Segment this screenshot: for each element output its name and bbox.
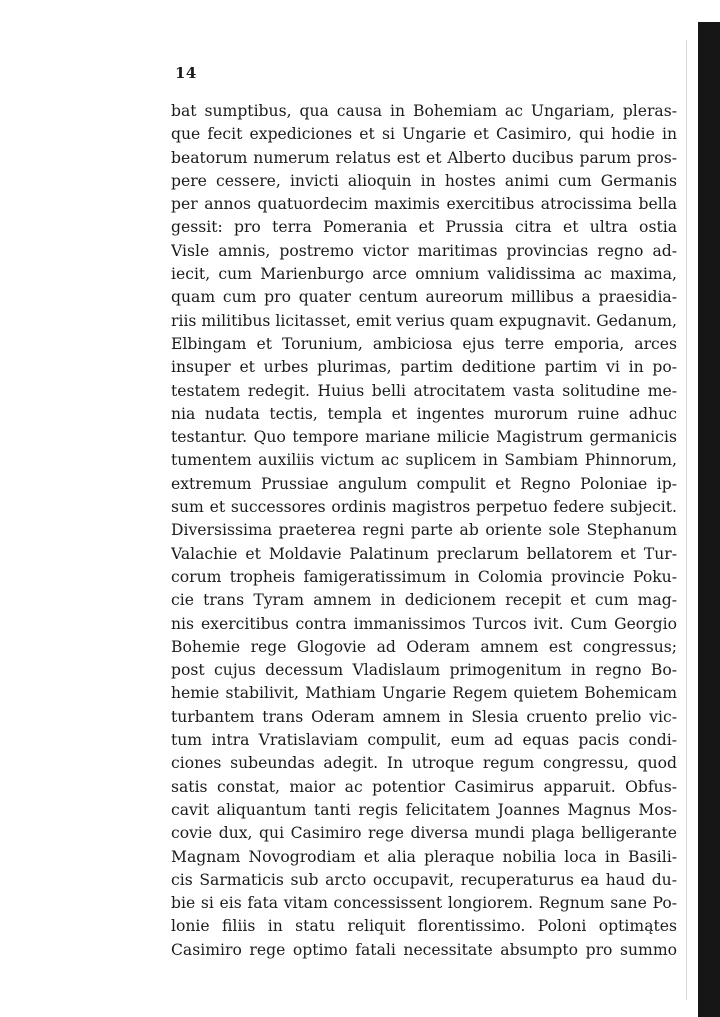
text-line: Casimiro rege optimo fatali necessitate absumpto pro summo	[171, 940, 677, 959]
text-line: bat sumptibus, qua causa in Bohemiam ac Ungariam, pleras-	[171, 102, 677, 120]
text-line: hemie stabilivit, Mathiam Ungarie Regem quietem Bohemicam	[171, 684, 677, 703]
text-line: cavit aliquantum tanti regis felicitatem Joannes Magnus Mos-	[171, 800, 677, 819]
text-line: riis militibus licitasset, emit verius quam expugnavit. Gedanum,	[171, 311, 677, 330]
text-line: cie trans Tyram amnem in dedicionem recepit et cum mag-	[171, 591, 677, 610]
page-number: 14	[175, 64, 197, 82]
text-line: iecit, cum Marienburgo arce omnium validissima ac maxima,	[171, 265, 677, 284]
text-line: turbantem trans Oderam amnem in Slesia cruento prelio vic-	[171, 707, 677, 726]
page-edge-shadow	[686, 40, 687, 1000]
text-line: covie dux, qui Casimiro rege diversa mundi plaga belligerante	[171, 824, 677, 843]
text-line: nis exercitibus contra immanissimos Turcos ivit. Cum Georgio	[171, 614, 677, 633]
text-line: satis constat, maior ac potentior Casimirus apparuit. Obfus-	[171, 777, 677, 796]
text-line: bie si eis fata vitam concessissent longiorem. Regnum sane Po-	[171, 894, 677, 913]
text-line: sum et successores ordinis magistros perpetuo federe subjecit.	[171, 498, 677, 517]
text-line: beatorum numerum relatus est et Alberto ducibus parum pros-	[171, 148, 677, 167]
text-line: Bohemie rege Glogovie ad Oderam amnem est congressus;	[171, 637, 677, 656]
text-line: nia nudata tectis, templa et ingentes murorum ruine adhuc	[171, 404, 677, 423]
text-line: corum tropheis famigeratissimum in Colomia provincie Poku-	[171, 567, 677, 586]
text-line: per annos quatuordecim maximis exercitibus atrocissima bella	[171, 195, 677, 214]
text-line: quam cum pro quater centum aureorum millibus a praesidia-	[171, 288, 677, 307]
text-line: Diversissima praeterea regni parte ab oriente sole Stephanum	[171, 521, 677, 540]
text-line: cis Sarmaticis sub arcto occupavit, recuperaturus ea haud du-	[171, 870, 677, 889]
body-text	[171, 100, 677, 962]
text-line: Visle amnis, postremo victor maritimas provincias regno ad-	[171, 241, 677, 260]
text-line: gessit: pro terra Pomerania et Prussia citra et ultra ostia	[171, 218, 677, 237]
text-line: Magnam Novogrodiam et alia pleraque nobilia loca in Basili-	[171, 847, 677, 866]
text-line: tum intra Vratislaviam compulit, eum ad equas pacis condi-	[171, 731, 677, 750]
text-line: testatem redegit. Huius belli atrocitatem vasta solitudine me-	[171, 381, 677, 400]
text-line: testantur. Quo tempore mariane milicie Magistrum germanicis	[171, 428, 677, 447]
text-line: post cujus decessum Vladislaum primogenitum in regno Bo-	[171, 661, 677, 680]
text-line: Valachie et Moldavie Palatinum preclarum bellatorem et Tur-	[171, 544, 677, 563]
text-line: lonie filiis in statu reliquit florentissimo. Poloni optimątes	[171, 917, 677, 936]
text-line: pere cessere, invicti alioquin in hostes animi cum Germanis	[171, 171, 677, 190]
text-line: Elbingam et Torunium, ambiciosa ejus terre emporia, arces	[171, 334, 677, 353]
text-line: ciones subeundas adegit. In utroque regum congressu, quod	[171, 754, 677, 773]
text-line: extremum Prussiae angulum compulit et Regno Poloniae ip-	[171, 474, 677, 493]
text-line: insuper et urbes plurimas, partim deditione partim vi in po-	[171, 358, 677, 377]
text-line: tumentem auxiliis victum ac suplicem in Sambiam Phinnorum,	[171, 451, 677, 470]
text-line: que fecit expediciones et si Ungarie et Casimiro, qui hodie in	[171, 125, 677, 144]
scan-edge-border	[698, 22, 720, 1017]
